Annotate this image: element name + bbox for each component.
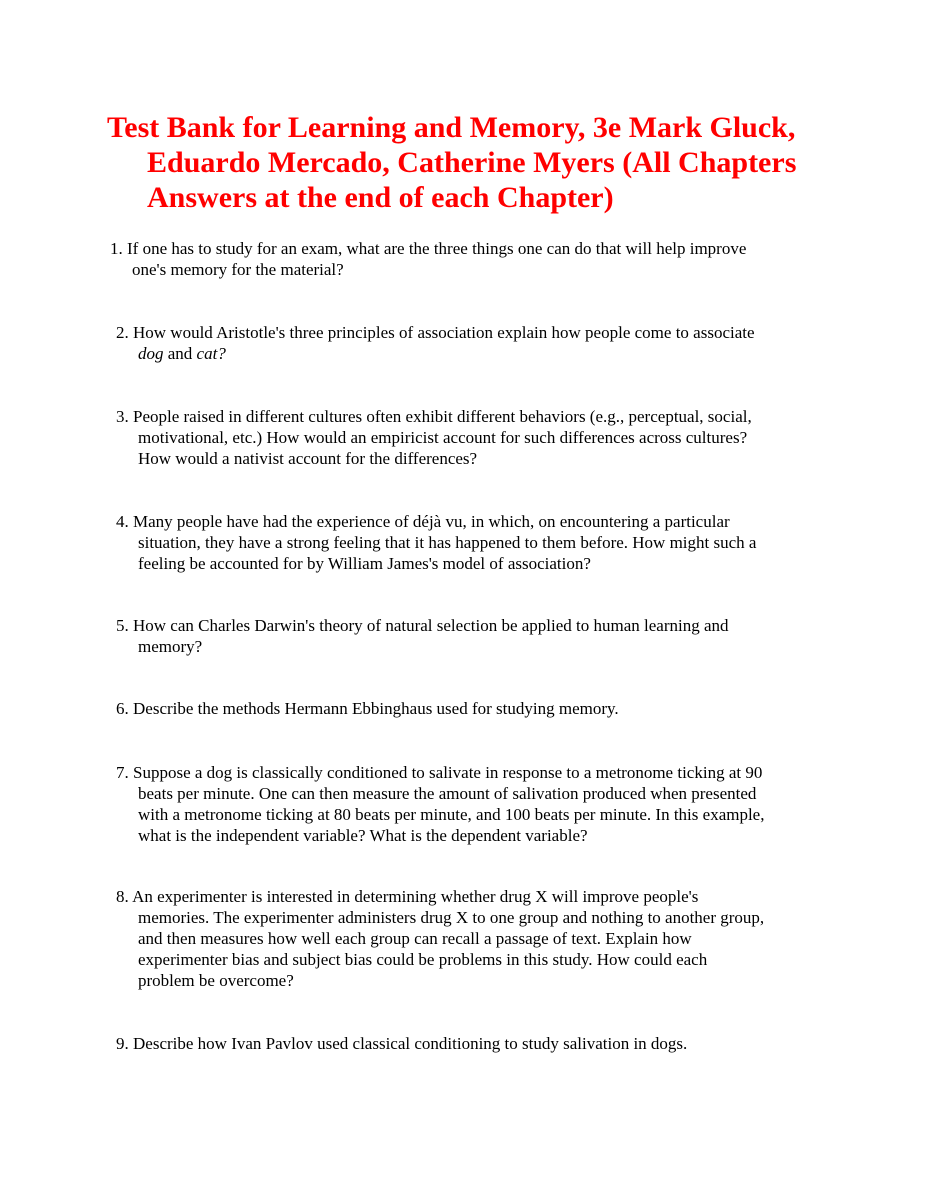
question-6: [116, 698, 850, 719]
question-4-text-line: Many people have had the experience of déjà vu, in which, on encountering a particular: [133, 512, 730, 531]
question-2-connector: and: [163, 344, 197, 363]
question-8-text-line: experimenter bias and subject bias could be problems in this study. How could each: [138, 950, 708, 969]
question-1-text-line: one's memory for the material?: [132, 260, 344, 279]
question-2-line-1: [116, 322, 850, 343]
question-8-number: 8.: [116, 887, 129, 906]
question-5-number: 5.: [116, 616, 129, 635]
document-title: Test Bank for Learning and Memory, 3e Mark Gluck, Eduardo Mercado, Catherine Myers (All Chapters Answers at the end of each Chapter): [107, 111, 797, 214]
question-9-number: 9.: [116, 1034, 129, 1053]
question-4-number: 4.: [116, 512, 129, 531]
question-3-text-line: How would a nativist account for the differences?: [138, 449, 478, 468]
question-3-text-line: motivational, etc.) How would an empiricist account for such differences across cultures?: [138, 428, 748, 447]
question-5-text-line: How can Charles Darwin's theory of natural selection be applied to human learning and: [133, 616, 729, 635]
question-2-text-line: How would Aristotle's three principles of association explain how people come to associate: [133, 323, 755, 342]
question-8-text-line: An experimenter is interested in determining whether drug X will improve people's: [132, 887, 699, 906]
question-8-text-line: and then measures how well each group can recall a passage of text. Explain how: [138, 929, 692, 948]
question-7-text-line: what is the independent variable? What is the dependent variable?: [138, 826, 588, 845]
question-3-number: 3.: [116, 407, 129, 426]
question-2-italic-dog: dog: [138, 344, 164, 363]
question-5-text-line: memory?: [138, 637, 203, 656]
question-5-line-1: [116, 615, 850, 636]
question-3-text-line: People raised in different cultures often exhibit different behaviors (e.g., perceptual, social,: [133, 407, 752, 426]
question-8: [116, 886, 850, 991]
question-9-line-1: [116, 1033, 850, 1054]
question-1: [110, 238, 844, 280]
question-7-number: 7.: [116, 763, 129, 782]
question-1-line-1: [110, 238, 844, 259]
question-8-text-line: memories. The experimenter administers drug X to one group and nothing to another group,: [138, 908, 765, 927]
question-1-number: 1.: [110, 239, 123, 258]
question-7-text-line: Suppose a dog is classically conditioned to salivate in response to a metronome ticking at 90: [133, 763, 763, 782]
question-2-line-2: [130, 343, 850, 364]
question-1-text-line: If one has to study for an exam, what are the three things one can do that will help improve: [127, 239, 747, 258]
question-3: [116, 406, 850, 469]
question-4-line-1: [116, 511, 850, 532]
question-5: [116, 615, 850, 657]
question-4: [116, 511, 850, 574]
question-6-text-line: Describe the methods Hermann Ebbinghaus used for studying memory.: [133, 699, 619, 718]
question-6-line-1: [116, 698, 850, 719]
question-6-number: 6.: [116, 699, 129, 718]
question-7-line-1: [116, 762, 850, 783]
question-3-line-1: [116, 406, 850, 427]
question-2-number: 2.: [116, 323, 129, 342]
question-2: [116, 322, 850, 364]
question-9: [116, 1033, 850, 1054]
question-4-text-line: situation, they have a strong feeling that it has happened to them before. How might such a: [138, 533, 757, 552]
question-4-text-line: feeling be accounted for by William James's model of association?: [138, 554, 591, 573]
question-7-text-line: with a metronome ticking at 80 beats per minute, and 100 beats per minute. In this example,: [138, 805, 765, 824]
question-7-text-line: beats per minute. One can then measure the amount of salivation produced when presented: [138, 784, 757, 803]
question-7: [116, 762, 850, 846]
question-9-text-line: Describe how Ivan Pavlov used classical conditioning to study salivation in dogs.: [133, 1034, 688, 1053]
question-8-text-line: problem be overcome?: [138, 971, 294, 990]
question-8-line-1: [116, 886, 850, 907]
question-2-italic-cat: cat?: [196, 344, 226, 363]
